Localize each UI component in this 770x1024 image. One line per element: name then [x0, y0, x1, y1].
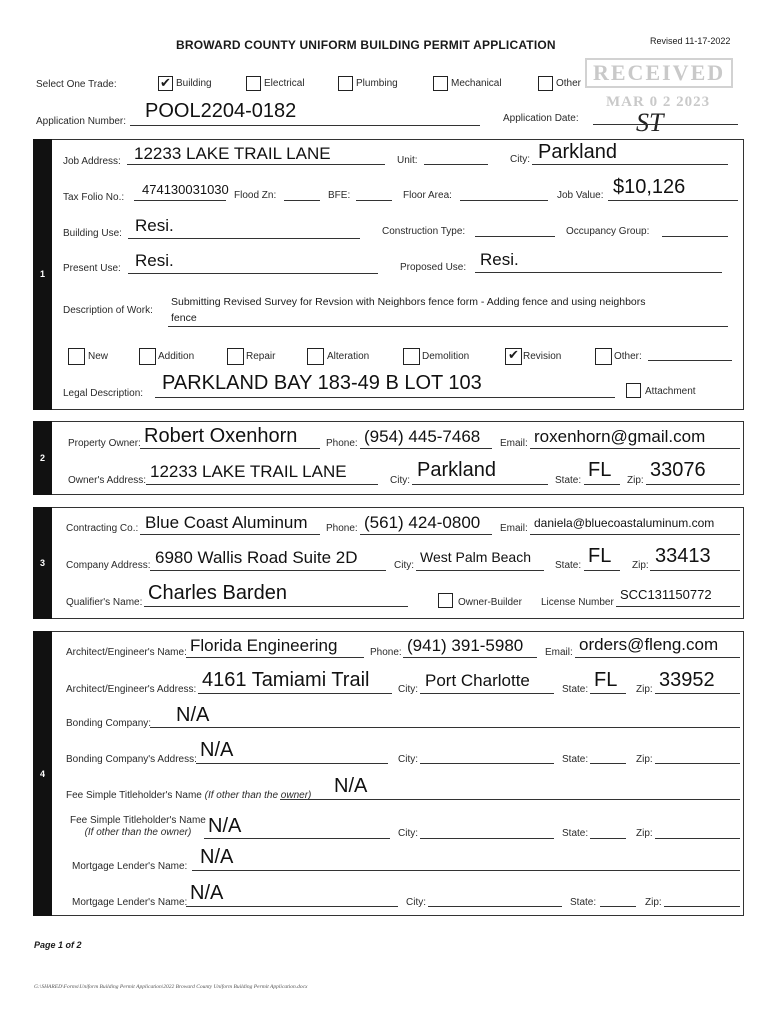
application-date-label: Application Date:	[503, 113, 579, 124]
trade-building-checkbox[interactable]: ✔	[158, 76, 173, 91]
work-alteration-checkbox[interactable]	[307, 348, 324, 365]
building-use-label: Building Use:	[63, 228, 122, 239]
occupancy-group-label: Occupancy Group:	[566, 226, 650, 237]
titleholder-zip-label: Zip:	[636, 828, 653, 839]
trade-plumbing-label: Plumbing	[356, 78, 398, 89]
stamp-date: MAR 0 2 2023	[606, 94, 711, 110]
architect-state-label: State:	[562, 684, 589, 695]
contractor-phone-value[interactable]: (561) 424-0800	[364, 513, 481, 532]
trade-label: Select One Trade:	[36, 79, 117, 90]
work-new-label: New	[88, 351, 109, 362]
titleholder-city-label: City:	[398, 828, 418, 839]
owner-state-label: State:	[555, 475, 582, 486]
license-number-label: License Number	[541, 597, 614, 608]
bonding-company-label: Bonding Company:	[66, 718, 152, 729]
bonding-zip-label: Zip:	[636, 754, 653, 765]
job-value[interactable]: $10,126	[613, 176, 686, 198]
mortgage-lender-2-value[interactable]: N/A	[190, 882, 224, 904]
bonding-state-label: State:	[562, 754, 589, 765]
form-title: BROWARD COUNTY UNIFORM BUILDING PERMIT APPLICATION	[176, 38, 556, 52]
work-other-label: Other:	[614, 351, 642, 362]
qualifier-name-label: Qualifier's Name:	[66, 597, 143, 608]
company-city-label: City:	[394, 560, 414, 571]
company-address-value[interactable]: 6980 Wallis Road Suite 2D	[155, 548, 358, 567]
job-city-value[interactable]: Parkland	[538, 141, 617, 163]
bonding-address-value[interactable]: N/A	[200, 739, 234, 761]
company-zip-value[interactable]: 33413	[655, 545, 711, 567]
floor-area-label: Floor Area:	[403, 190, 452, 201]
proposed-use-label: Proposed Use:	[400, 262, 467, 273]
architect-city-value[interactable]: Port Charlotte	[425, 671, 530, 690]
tax-folio-value[interactable]: 474130031030	[142, 182, 229, 197]
work-revision-checkbox[interactable]: ✔	[505, 348, 522, 365]
section-other-parties	[33, 631, 744, 916]
tax-folio-label: Tax Folio No.:	[63, 192, 125, 203]
contracting-company-value[interactable]: Blue Coast Aluminum	[145, 513, 308, 532]
property-owner-value[interactable]: Robert Oxenhorn	[144, 425, 298, 447]
work-alteration-label: Alteration	[327, 351, 370, 362]
architect-email-label: Email:	[545, 647, 573, 658]
work-demolition-label: Demolition	[422, 351, 470, 362]
file-path: G:\SHARED\Forms\Uniform Building Permit Application\2022 Broward County Uniform Building Permit Application.docx	[34, 984, 308, 990]
architect-name-label: Architect/Engineer's Name:	[66, 647, 187, 658]
bonding-company-value[interactable]: N/A	[176, 704, 210, 726]
owner-builder-label: Owner-Builder	[458, 597, 522, 608]
trade-mechanical-label: Mechanical	[451, 78, 502, 89]
owner-zip-label: Zip:	[627, 475, 644, 486]
mortgage-city-label: City:	[406, 897, 426, 908]
building-use-value[interactable]: Resi.	[135, 216, 174, 235]
work-demolition-checkbox[interactable]	[403, 348, 420, 365]
architect-email-value[interactable]: orders@fleng.com	[579, 635, 719, 654]
attachment-label: Attachment	[645, 386, 696, 397]
description-label: Description of Work:	[63, 305, 153, 316]
qualifier-name-value[interactable]: Charles Barden	[148, 582, 287, 604]
titleholder-value[interactable]: N/A	[334, 775, 368, 797]
titleholder-state-label: State:	[562, 828, 589, 839]
present-use-value[interactable]: Resi.	[135, 251, 174, 270]
owner-email-value[interactable]: roxenhorn@gmail.com	[534, 427, 706, 446]
company-address-label: Company Address:	[66, 560, 151, 571]
trade-building-label: Building	[176, 78, 212, 89]
contractor-email-value[interactable]: daniela@bluecoastaluminum.com	[534, 516, 715, 530]
construction-type-label: Construction Type:	[382, 226, 466, 237]
titleholder-2-label: Fee Simple Titleholder's Name (If other than the owner)	[70, 815, 206, 838]
owner-phone-value[interactable]: (954) 445-7468	[364, 427, 481, 446]
attachment-checkbox[interactable]	[626, 383, 641, 398]
section-1-bar: 1	[33, 139, 52, 410]
architect-phone-label: Phone:	[370, 647, 402, 658]
application-number[interactable]: POOL2204-0182	[145, 100, 297, 122]
architect-state-value[interactable]: FL	[594, 669, 618, 691]
bfe-label: BFE:	[328, 190, 351, 201]
job-value-label: Job Value:	[557, 190, 604, 201]
owner-phone-label: Phone:	[326, 438, 358, 449]
trade-mechanical-checkbox[interactable]	[433, 76, 448, 91]
trade-electrical-label: Electrical	[264, 78, 305, 89]
mortgage-zip-label: Zip:	[645, 897, 662, 908]
property-owner-label: Property Owner:	[68, 438, 141, 449]
owner-state-value[interactable]: FL	[588, 459, 612, 481]
owner-address-label: Owner's Address:	[68, 475, 147, 486]
mortgage-lender-2-label: Mortgage Lender's Name:	[72, 897, 188, 908]
page-number: Page 1 of 2	[34, 940, 82, 950]
architect-zip-label: Zip:	[636, 684, 653, 695]
work-addition-label: Addition	[158, 351, 195, 362]
section-2-bar: 2	[33, 421, 52, 495]
contractor-phone-label: Phone:	[326, 523, 358, 534]
work-repair-checkbox[interactable]	[227, 348, 244, 365]
owner-zip-value[interactable]: 33076	[650, 459, 706, 481]
bonding-city-label: City:	[398, 754, 418, 765]
titleholder-2-value[interactable]: N/A	[208, 815, 242, 837]
job-city-label: City:	[510, 154, 530, 165]
architect-name-value[interactable]: Florida Engineering	[190, 636, 338, 655]
company-zip-label: Zip:	[632, 560, 649, 571]
owner-city-label: City:	[390, 475, 410, 486]
owner-city-value[interactable]: Parkland	[417, 459, 496, 481]
flood-zone-label: Flood Zn:	[234, 190, 277, 201]
legal-description-label: Legal Description:	[63, 388, 144, 399]
trade-other-label: Other	[556, 78, 582, 89]
owner-email-label: Email:	[500, 438, 528, 449]
revised-date: Revised 11-17-2022	[650, 36, 731, 46]
contractor-email-label: Email:	[500, 523, 528, 534]
owner-address-value[interactable]: 12233 LAKE TRAIL LANE	[150, 462, 347, 481]
initials-signature: ST	[636, 108, 664, 137]
architect-address-value[interactable]: 4161 Tamiami Trail	[202, 669, 370, 691]
work-revision-label: Revision	[523, 351, 562, 362]
description-line-1[interactable]: Submitting Revised Survey for Revsion with Neighbors fence form - Adding fence and using neighbors	[171, 296, 646, 308]
unit-label: Unit:	[397, 155, 418, 166]
received-stamp: RECEIVED	[585, 58, 733, 88]
work-other-checkbox[interactable]	[595, 348, 612, 365]
section-4-bar: 4	[33, 631, 52, 916]
titleholder-label: Fee Simple Titleholder's Name (If other than the owner)	[66, 790, 312, 801]
present-use-label: Present Use:	[63, 263, 121, 274]
work-addition-checkbox[interactable]	[139, 348, 156, 365]
company-city-value[interactable]: West Palm Beach	[420, 549, 532, 565]
proposed-use-value[interactable]: Resi.	[480, 250, 519, 269]
company-state-value[interactable]: FL	[588, 545, 612, 567]
section-3-bar: 3	[33, 507, 52, 619]
architect-city-label: City:	[398, 684, 418, 695]
trade-other-checkbox[interactable]	[538, 76, 553, 91]
legal-description-value[interactable]: PARKLAND BAY 183-49 B LOT 103	[162, 372, 482, 394]
work-repair-label: Repair	[246, 351, 276, 362]
contracting-company-label: Contracting Co.:	[66, 523, 139, 534]
application-number-label: Application Number:	[36, 116, 127, 127]
mortgage-state-label: State:	[570, 897, 597, 908]
architect-zip-value[interactable]: 33952	[659, 669, 715, 691]
owner-builder-checkbox[interactable]	[438, 593, 453, 608]
titleholder-note: (If other than the owner)	[204, 790, 312, 801]
job-address-label: Job Address:	[63, 156, 121, 167]
mortgage-lender-label: Mortgage Lender's Name:	[72, 861, 188, 872]
architect-address-label: Architect/Engineer's Address:	[66, 684, 197, 695]
trade-plumbing-checkbox[interactable]	[338, 76, 353, 91]
bonding-address-label: Bonding Company's Address:	[66, 754, 197, 765]
company-state-label: State:	[555, 560, 582, 571]
trade-electrical-checkbox[interactable]	[246, 76, 261, 91]
job-address-value[interactable]: 12233 LAKE TRAIL LANE	[134, 144, 331, 163]
description-line-2[interactable]: fence	[171, 312, 197, 324]
license-number-value[interactable]: SCC131150772	[620, 587, 712, 602]
mortgage-lender-value[interactable]: N/A	[200, 846, 234, 868]
work-new-checkbox[interactable]	[68, 348, 85, 365]
architect-phone-value[interactable]: (941) 391-5980	[407, 636, 524, 655]
